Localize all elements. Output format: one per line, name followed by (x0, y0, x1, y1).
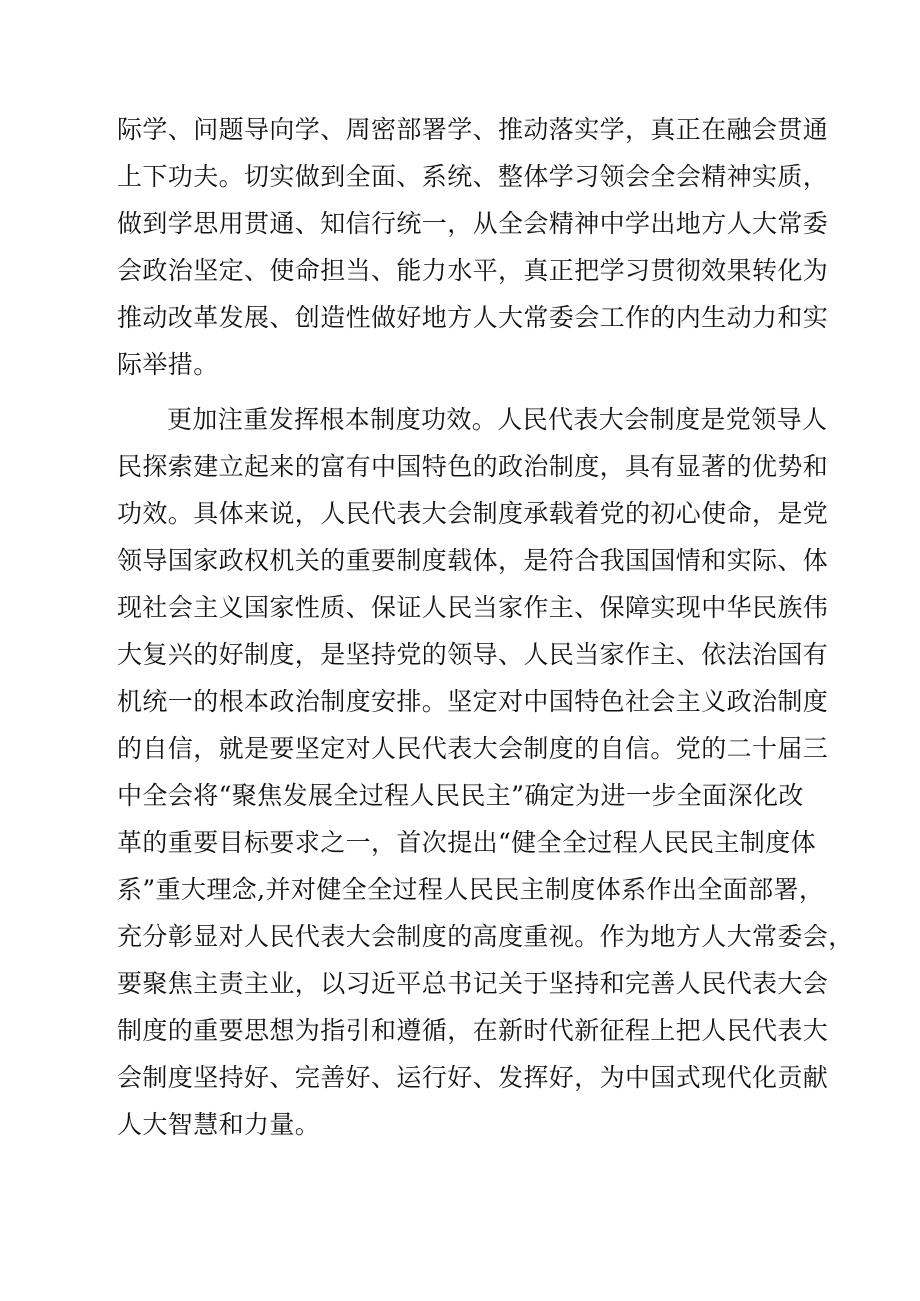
text-line: 会政治坚定、使命担当、能力水平，真正把学习贯彻效果转化为 (117, 256, 829, 285)
paragraph-study-implementation (117, 106, 829, 388)
text-line: 机统一的根本政治制度安排。坚定对中国特色社会主义政治制度 (117, 687, 829, 716)
text-line: 上下功夫。切实做到全面、系统、整体学习领会全会精神实质， (117, 162, 829, 191)
text-line-indented: 更加注重发挥根本制度功效。人民代表大会制度是党领导人 (167, 405, 828, 434)
text-line: 大复兴的好制度，是坚持党的领导、人民当家作主、依法治国有 (117, 640, 829, 669)
text-line: 要聚焦主责主业，以习近平总书记关于坚持和完善人民代表大会 (117, 969, 829, 998)
text-line: 革的重要目标要求之一，首次提出“健全全过程人民民主制度体 (117, 828, 816, 857)
text-line: 现社会主义国家性质、保证人民当家作主、保障实现中华民族伟 (117, 593, 829, 622)
text-line: 的自信，就是要坚定对人民代表大会制度的自信。党的二十届三 (117, 734, 829, 763)
text-line: 际学、问题导向学、周密部署学、推动落实学，真正在融会贯通 (117, 115, 829, 144)
text-line: 际举措。 (117, 350, 219, 379)
text-line: 功效。具体来说，人民代表大会制度承载着党的初心使命，是党 (117, 499, 829, 528)
text-line: 民探索建立起来的富有中国特色的政治制度，具有显著的优势和 (117, 452, 829, 481)
text-line: 制度的重要思想为指引和遵循，在新时代新征程上把人民代表大 (117, 1016, 829, 1045)
text-line: 推动改革发展、创造性做好地方人大常委会工作的内生动力和实 (117, 303, 829, 332)
text-line: 中全会将“聚焦发展全过程人民民主”确定为进一步全面深化改 (117, 781, 804, 810)
text-line: 充分彰显对人民代表大会制度的高度重视。作为地方人大常委会， (117, 922, 854, 951)
paragraph-fundamental-system (117, 396, 854, 1148)
text-line: 领导国家政权机关的重要制度载体，是符合我国国情和实际、体 (117, 546, 829, 575)
text-line: 系”重大理念,并对健全全过程人民民主制度体系作出全面部署， (117, 875, 825, 904)
text-line: 做到学思用贯通、知信行统一，从全会精神中学出地方人大常委 (117, 209, 829, 238)
text-line: 人大智慧和力量。 (117, 1110, 321, 1139)
text-line: 会制度坚持好、完善好、运行好、发挥好，为中国式现代化贡献 (117, 1063, 829, 1092)
